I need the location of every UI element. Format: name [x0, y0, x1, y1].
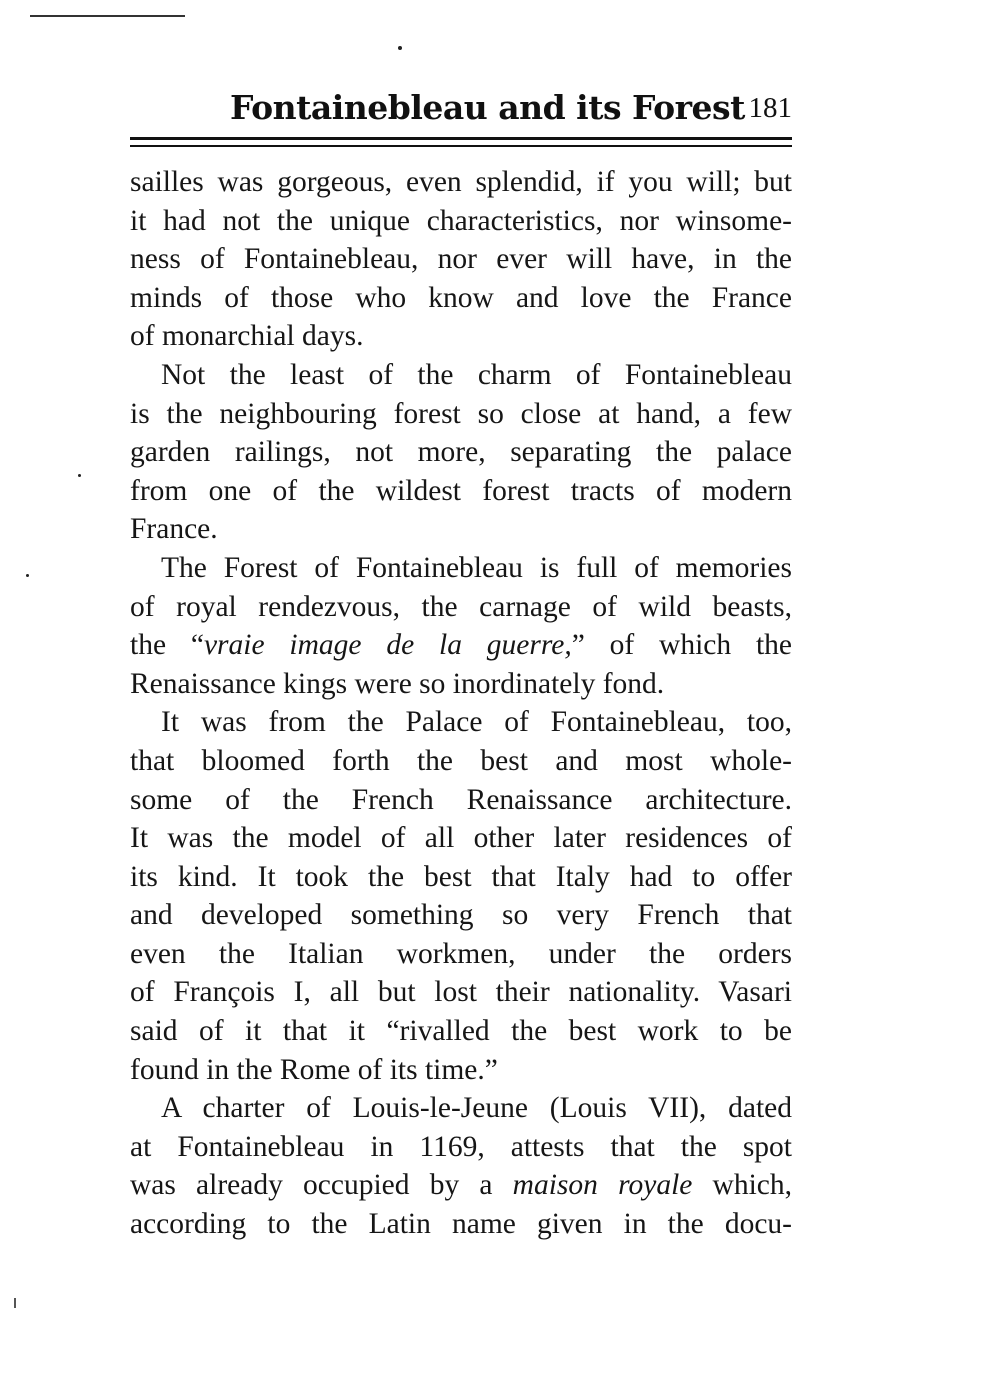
text-line: France.: [130, 513, 218, 546]
text-line: [130, 626, 792, 665]
text-line: Renaissance kings were so inordinately fond.: [130, 667, 665, 700]
text-line: sailles was gorgeous, even splendid, if you will; but: [130, 166, 792, 198]
scan-edge-rule: [30, 15, 185, 17]
scan-speck: [398, 46, 402, 50]
text-line: [130, 1166, 792, 1205]
running-title: Fontainebleau and its Forest: [230, 88, 745, 127]
text-line: The Forest of Fontainebleau is full of memories: [161, 551, 792, 584]
text-fragment: the “: [130, 629, 204, 662]
text-line: that bloomed forth the best and most whole-: [130, 744, 792, 777]
text-line: of royal rendezvous, the carnage of wild beasts,: [130, 590, 792, 623]
text-line: garden railings, not more, separating the palace: [130, 436, 792, 469]
paragraph: [130, 356, 792, 549]
text-line: found in the Rome of its time.”: [130, 1053, 498, 1086]
paragraph: [130, 1089, 792, 1243]
page-header: [130, 88, 792, 138]
scan-mark: [14, 1298, 16, 1308]
text-line: and developed something so very French that: [130, 899, 792, 932]
text-line: A charter of Louis-le-Jeune (Louis VII), dated: [161, 1092, 792, 1125]
text-fragment: ” of which the: [571, 629, 792, 662]
text-line: even the Italian workmen, under the orders: [130, 937, 792, 970]
paragraph: [130, 549, 792, 703]
scan-speck: [78, 474, 81, 477]
text-fragment: which,: [692, 1169, 793, 1202]
text-line: minds of those who know and love the France: [130, 281, 792, 314]
text-line: its kind. It took the best that Italy had to offer: [130, 860, 792, 893]
italic-phrase: maison royale: [512, 1169, 693, 1202]
text-line: It was from the Palace of Fontainebleau, too,: [161, 706, 792, 739]
header-rule-thick: [130, 137, 792, 140]
text-line: at Fontainebleau in 1169, attests that the spot: [130, 1130, 792, 1163]
scan-speck: [26, 574, 29, 577]
text-line: some of the French Renaissance architecture.: [130, 783, 792, 816]
text-line: Not the least of the charm of Fontainebleau: [161, 358, 792, 391]
paragraph: [130, 163, 792, 356]
text-line: from one of the wildest forest tracts of modern: [130, 474, 792, 507]
text-line: It was the model of all other later residences of: [130, 822, 792, 855]
text-line: of François I, all but lost their nationality. Vasari: [130, 976, 792, 1009]
text-line: said of it that it “rivalled the best work to be: [130, 1015, 792, 1048]
text-line: is the neighbouring forest so close at hand, a few: [130, 397, 792, 430]
italic-phrase: vraie image de la guerre,: [203, 629, 572, 662]
paragraph: [130, 703, 792, 1089]
page-body: [130, 163, 792, 1244]
text-line: it had not the unique characteristics, nor winsome-: [130, 204, 792, 237]
text-line: ness of Fontainebleau, nor ever will have, in the: [130, 243, 792, 276]
page-number: 181: [748, 92, 792, 124]
header-rule-thin: [130, 145, 792, 147]
text-line: of monarchial days.: [130, 320, 364, 353]
text-line: according to the Latin name given in the docu-: [130, 1208, 792, 1241]
text-fragment: was already occupied by a: [130, 1169, 513, 1202]
